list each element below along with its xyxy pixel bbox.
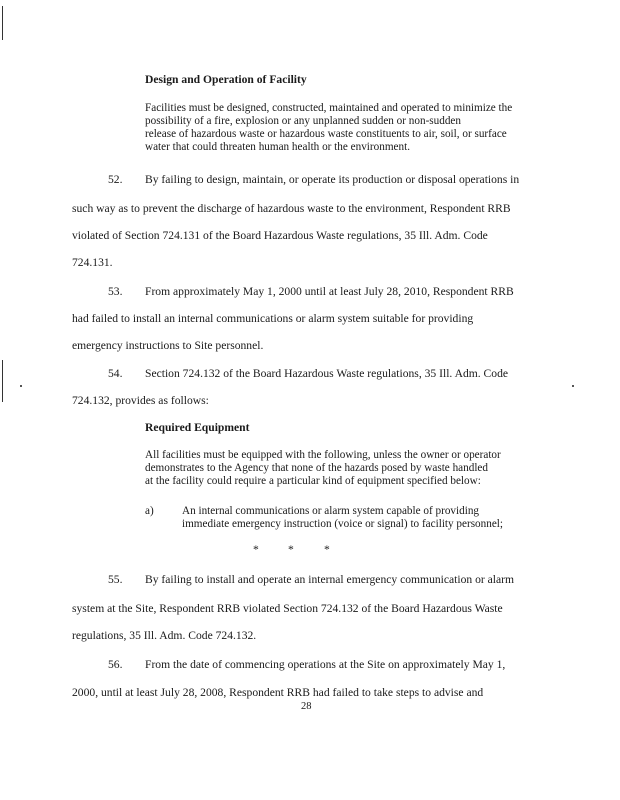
paragraph-53-line: From approximately May 1, 2000 until at least July 28, 2010, Respondent RRB: [145, 285, 514, 298]
quote-line: demonstrates to the Agency that none of the hazards posed by waste handled: [145, 462, 488, 474]
paragraph-number-52: 52.: [108, 173, 123, 186]
ellipsis-asterisk: *: [253, 543, 259, 556]
paragraph-56-line: 2000, until at least July 28, 2008, Respondent RRB had failed to take steps to advise and: [72, 686, 484, 699]
paragraph-54-line: Section 724.132 of the Board Hazardous Waste regulations, 35 Ill. Adm. Code: [145, 367, 509, 380]
paragraph-52-line: 724.131.: [72, 256, 113, 269]
quote-line: water that could threaten human health or the environment.: [145, 141, 410, 153]
ellipsis-asterisk: *: [324, 543, 330, 556]
scan-edge-mark-middle: [2, 360, 3, 402]
ellipsis-asterisk: *: [288, 543, 294, 556]
paragraph-55-line: By failing to install and operate an internal emergency communication or alarm: [145, 573, 515, 586]
paragraph-53-line: had failed to install an internal communications or alarm system suitable for providing: [72, 312, 474, 325]
list-item-line: immediate emergency instruction (voice or signal) to facility personnel;: [182, 518, 504, 530]
paragraph-number-55: 55.: [108, 573, 123, 586]
paragraph-52-line: violated of Section 724.131 of the Board Hazardous Waste regulations, 35 Ill. Adm. Code: [72, 229, 488, 242]
quote-line: Facilities must be designed, constructed, maintained and operated to minimize the: [145, 102, 513, 114]
section-heading-required-equipment: Required Equipment: [145, 421, 250, 434]
paragraph-52-line: By failing to design, maintain, or operate its production or disposal operations in: [145, 173, 520, 186]
paragraph-53-line: emergency instructions to Site personnel.: [72, 339, 264, 352]
quote-line: All facilities must be equipped with the following, unless the owner or operator: [145, 449, 501, 461]
paragraph-55-line: regulations, 35 Ill. Adm. Code 724.132.: [72, 629, 257, 642]
list-item-label: a): [145, 505, 154, 517]
paragraph-56-line: From the date of commencing operations at the Site on approximately May 1,: [145, 658, 506, 671]
list-item-line: An internal communications or alarm system capable of providing: [182, 505, 480, 517]
paragraph-54-line: 724.132, provides as follows:: [72, 394, 209, 407]
paragraph-number-54: 54.: [108, 367, 123, 380]
scan-speck: [20, 385, 22, 387]
quote-line: at the facility could require a particular kind of equipment specified below:: [145, 475, 481, 487]
quote-line: possibility of a fire, explosion or any unplanned sudden or non-sudden: [145, 115, 461, 127]
paragraph-55-line: system at the Site, Respondent RRB violated Section 724.132 of the Board Hazardous Waste: [72, 602, 503, 615]
scan-speck: [572, 385, 574, 387]
paragraph-number-56: 56.: [108, 658, 123, 671]
page-number: 28: [301, 701, 312, 712]
paragraph-number-53: 53.: [108, 285, 123, 298]
section-heading-design: Design and Operation of Facility: [145, 73, 307, 86]
quote-line: release of hazardous waste or hazardous waste constituents to air, soil, or surface: [145, 128, 507, 140]
scan-edge-mark-top: [2, 6, 3, 40]
paragraph-52-line: such way as to prevent the discharge of hazardous waste to the environment, Respondent RRB: [72, 202, 511, 215]
